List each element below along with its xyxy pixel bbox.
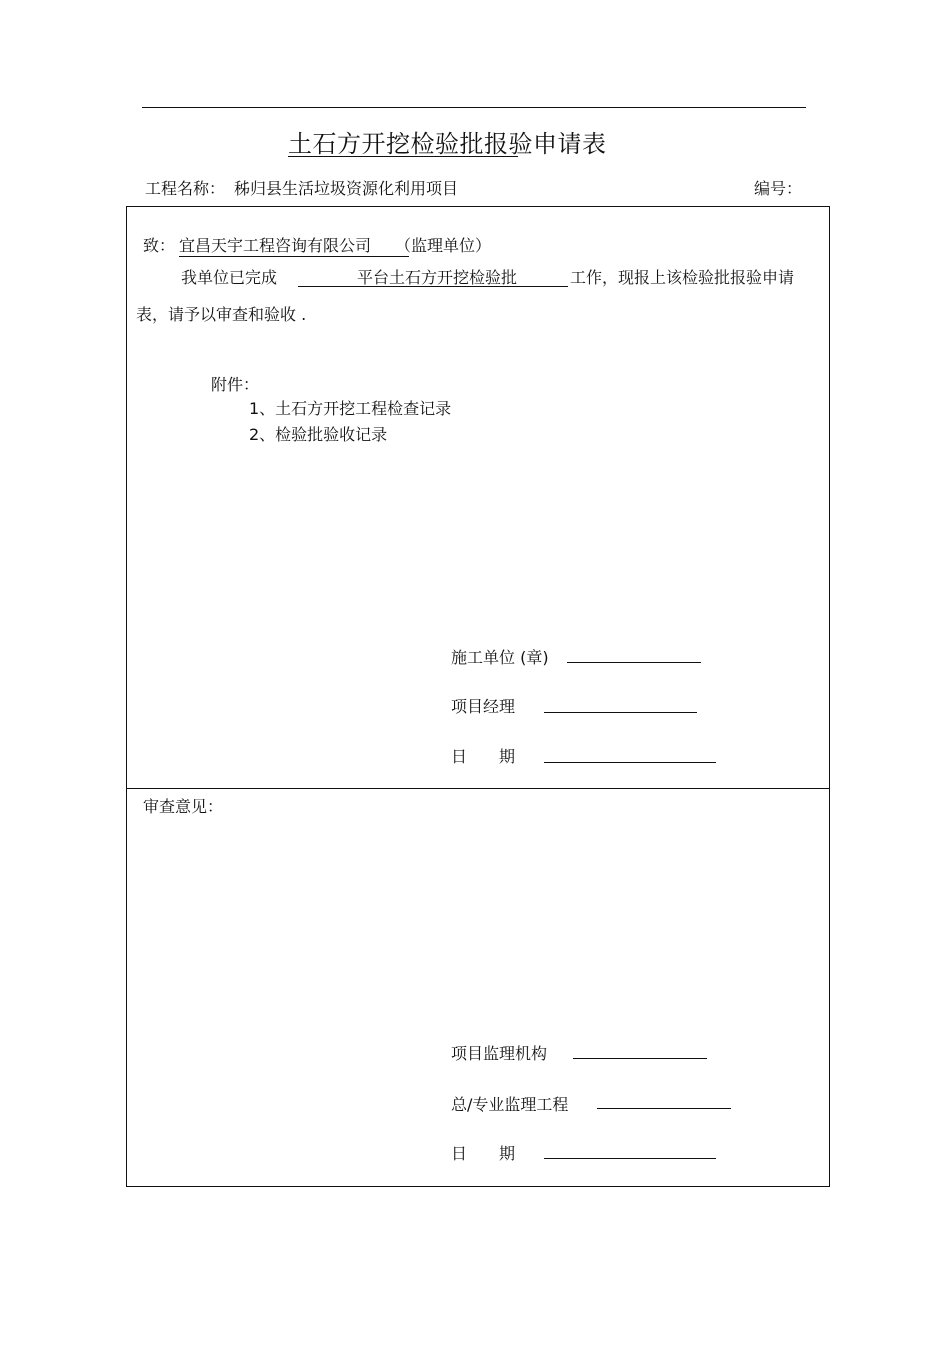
top-rule (142, 107, 806, 108)
to-label: 致： (143, 236, 176, 255)
review-date-line[interactable] (544, 1158, 716, 1159)
serial-no-label: 编号： (754, 179, 803, 198)
page-title-text: 土石方开挖检验批报验申请表 (288, 130, 607, 158)
supervision-org-signature-line[interactable] (573, 1058, 707, 1059)
review-section (126, 788, 830, 1187)
project-name: 秭归县生活垃圾资源化利用项目 (234, 179, 459, 198)
page-title (288, 124, 607, 159)
manager-signature-line[interactable] (544, 712, 697, 713)
completed-work: 平台土石方开挖检验批 (357, 268, 518, 287)
application-date-label: 日 期 (451, 747, 516, 766)
chief-engineer-label: 总/专业监理工程 (451, 1095, 569, 1114)
opinion-label: 审查意见： (143, 797, 224, 816)
manager-label: 项目经理 (451, 697, 516, 716)
contractor-label: 施工单位 (章) (451, 648, 549, 667)
text-after: 工作，现报上该检验批报验申请 (570, 268, 795, 287)
chief-engineer-signature-line[interactable] (597, 1108, 731, 1109)
to-unit: 宜昌天宇工程咨询有限公司 (179, 236, 372, 255)
application-date-line[interactable] (544, 762, 716, 763)
to-suffix: （监理单位） (395, 236, 492, 255)
completed-work-underline (298, 286, 568, 287)
review-date-label: 日 期 (451, 1144, 516, 1163)
text-line2: 表，请予以审查和验收 . (136, 305, 307, 324)
attachment-item-2: 2、检验批验收记录 (249, 425, 388, 444)
supervision-org-label: 项目监理机构 (451, 1044, 548, 1063)
contractor-signature-line[interactable] (567, 662, 701, 663)
attachments-label: 附件： (211, 375, 260, 394)
project-name-label: 工程名称： (145, 179, 226, 198)
text-before: 我单位已完成 (181, 268, 278, 287)
title-underline (288, 156, 518, 157)
to-unit-underline (179, 256, 409, 257)
attachment-item-1: 1、土石方开挖工程检查记录 (249, 399, 452, 418)
